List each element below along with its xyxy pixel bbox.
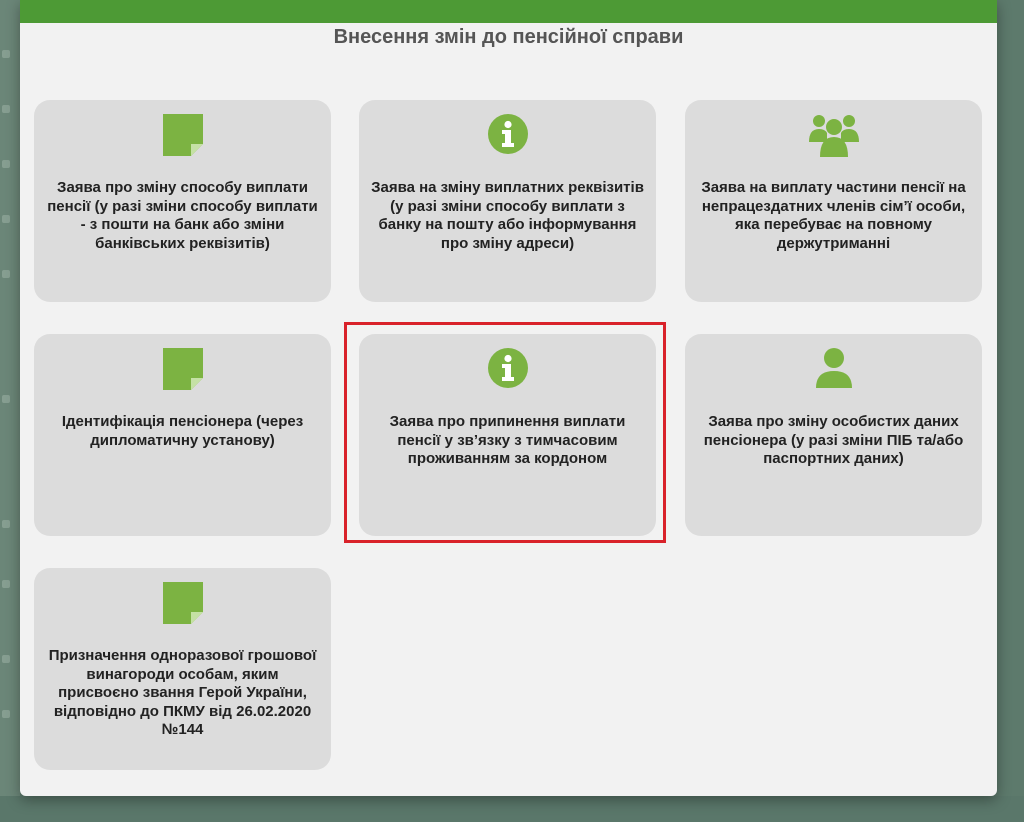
card-payment-method-change[interactable]: [34, 100, 331, 302]
modal-header-bar: [20, 0, 997, 23]
document-icon: [163, 348, 203, 390]
user-icon: [815, 347, 853, 389]
document-icon: [163, 582, 203, 624]
card-label: Заява про зміну способу виплати пенсії (у разі зміни способу виплати - з пошти на банк або зміни банківських реквізитів): [47, 179, 318, 252]
card-one-time-reward-hero[interactable]: [34, 568, 331, 770]
card-label: Заява про припинення виплати пенсії у зв’язку з тимчасовим проживанням за кордоном: [389, 413, 626, 467]
info-icon: [488, 114, 528, 154]
card-label: Заява про зміну особистих даних пенсіонера (у разі зміни ПІБ та/або паспортних даних): [703, 413, 964, 467]
document-icon: [163, 114, 203, 156]
group-icon: [808, 112, 860, 158]
background-page-bottom: [0, 796, 1024, 822]
card-label: Ідентифікація пенсіонера (через дипломатичну установу): [61, 413, 304, 449]
card-label: Призначення одноразової грошової винагороди особам, яким присвоєно звання Герой України, відповідно до ПКМУ від 26.02.2020 №144: [48, 647, 317, 738]
background-page-strip: [0, 0, 20, 822]
card-payment-details-change[interactable]: [359, 100, 656, 302]
card-label: Заява на зміну виплатних реквізитів (у разі зміни способу виплати з банку на пошту або інформування про зміну адреси): [371, 179, 644, 252]
info-icon: [488, 348, 528, 388]
card-payment-termination-abroad[interactable]: [359, 334, 656, 536]
card-label: Заява на виплату частини пенсії на непрацездатних членів сім’ї особи, яка перебуває на повному держутриманні: [701, 179, 966, 252]
pension-changes-modal: [20, 0, 997, 796]
card-pensioner-identification[interactable]: [34, 334, 331, 536]
card-family-members-payment[interactable]: [685, 100, 982, 302]
modal-title: Внесення змін до пенсійної справи: [333, 26, 684, 48]
card-personal-data-change[interactable]: [685, 334, 982, 536]
